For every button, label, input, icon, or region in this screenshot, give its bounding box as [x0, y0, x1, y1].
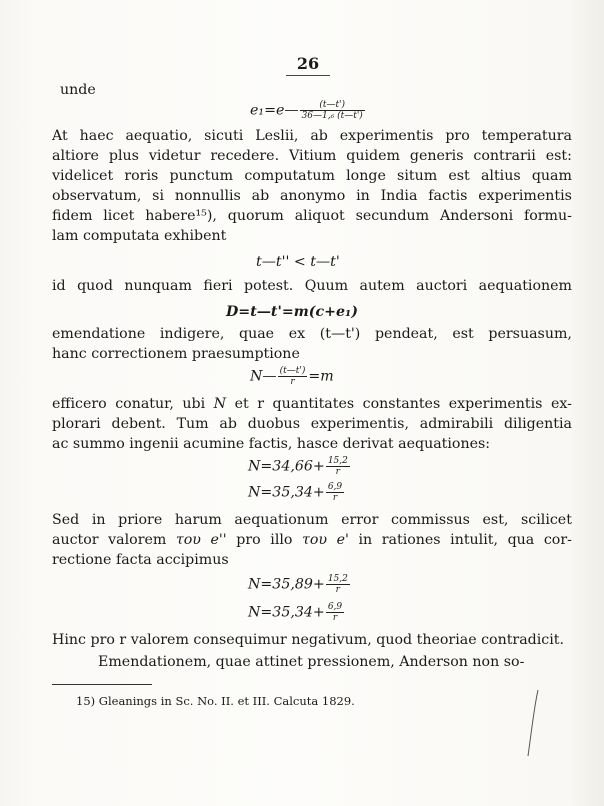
pencil-mark-icon: [522, 688, 542, 758]
word: quorum: [227, 208, 284, 224]
text-line: [52, 276, 572, 296]
fraction-numerator: 15,2: [327, 456, 348, 466]
word: est,: [482, 512, 509, 528]
word: recedere.: [210, 148, 280, 164]
fraction-numerator: (t—t'): [279, 366, 306, 376]
word: error: [341, 512, 379, 528]
word: aequationum: [234, 512, 329, 528]
word: est: [452, 326, 474, 342]
word: illo: [270, 532, 293, 548]
word: generis: [409, 148, 464, 164]
word: scilicet: [521, 512, 572, 528]
word: plorari: [52, 416, 101, 432]
fraction-denominator: r: [332, 613, 338, 623]
word: est:: [545, 148, 572, 164]
word: secundum: [355, 208, 430, 224]
word: r: [257, 396, 265, 412]
word: Quum: [304, 278, 349, 294]
fraction-numerator: 6,9: [327, 602, 343, 612]
fraction: [326, 482, 344, 503]
word: N: [213, 396, 227, 412]
equation: D=t—t'=m(c+e₁): [226, 304, 358, 320]
word: harum: [174, 512, 222, 528]
fraction-denominator: r: [335, 585, 340, 595]
equation: [248, 602, 345, 623]
word: ab: [310, 128, 328, 144]
word: sicuti: [204, 128, 244, 144]
equation-lhs: N=34,66+: [248, 458, 325, 475]
fraction: [326, 456, 350, 477]
word: experimentis: [339, 128, 434, 144]
word: nunquam: [124, 278, 192, 294]
word: roris: [124, 168, 159, 184]
text-line: hanc correctionem praesumptione: [52, 346, 300, 362]
text-line: [52, 206, 572, 226]
word: plus: [108, 148, 139, 164]
word: aequationem: [478, 278, 572, 294]
word: altiore: [52, 148, 99, 164]
fraction: [326, 574, 350, 595]
word: του: [302, 532, 328, 548]
equation-lhs: N=35,34+: [248, 484, 325, 501]
word: fidem: [52, 208, 93, 224]
word: Leslii,: [255, 128, 299, 144]
word: ex-: [550, 396, 572, 412]
equation-lhs: N=35,89+: [248, 576, 325, 593]
text-line: [52, 186, 572, 206]
equation-lhs: e₁=e—: [250, 102, 299, 119]
text-line: lam computata exhibent: [52, 228, 227, 244]
word: ab: [251, 188, 270, 204]
text-line: [52, 146, 572, 166]
word: est: [448, 168, 470, 184]
word: aliquot: [294, 208, 345, 224]
text-line: Hinc pro r valorem consequimur negativum, quod theoriae contradicit.: [52, 632, 564, 648]
word: computatum: [244, 168, 335, 184]
equation: [248, 574, 351, 595]
word: quam: [531, 168, 572, 184]
word: pendeat,: [374, 326, 438, 342]
word: habere¹⁵),: [145, 208, 217, 224]
equation: [250, 366, 334, 387]
word: potest.: [244, 278, 294, 294]
word: quod: [77, 278, 113, 294]
word: pro: [236, 532, 261, 548]
word: punctum: [169, 168, 234, 184]
word: debent.: [111, 416, 166, 432]
word: valorem: [108, 532, 167, 548]
text-line: [52, 394, 572, 414]
equation: [250, 100, 366, 121]
word: aequatio,: [125, 128, 193, 144]
footnote: 15) Gleanings in Sc. No. II. et III. Calcuta 1829.: [76, 694, 355, 708]
word: altius: [480, 168, 521, 184]
word: experimentis: [448, 396, 543, 412]
word: in: [91, 512, 106, 528]
word: cor-: [543, 532, 572, 548]
word: autem: [359, 278, 405, 294]
word: India: [380, 188, 418, 204]
word: videtur: [148, 148, 201, 164]
word: factis: [428, 188, 468, 204]
word: e': [336, 532, 349, 548]
word: haec: [79, 128, 114, 144]
equation-lhs: N=35,34+: [248, 604, 325, 621]
fraction-numerator: 6,9: [327, 482, 343, 492]
word: contrarii: [473, 148, 536, 164]
text-line: [52, 166, 572, 186]
text-line: [52, 530, 572, 550]
word: intulit,: [450, 532, 498, 548]
fraction: [300, 100, 365, 121]
word: ex: [288, 326, 306, 342]
word: Andersoni: [439, 208, 514, 224]
text-line: ac summo ingenii acumine factis, hasce derivat aequationes:: [52, 436, 491, 452]
word: commissus: [390, 512, 470, 528]
fraction-denominator: r: [332, 493, 338, 503]
word: experimentis,: [310, 416, 409, 432]
text-line: [52, 126, 572, 146]
word: pro: [445, 128, 470, 144]
word: formu-: [523, 208, 572, 224]
word: et: [234, 396, 249, 412]
word: indigere,: [159, 326, 225, 342]
text-line: [52, 324, 572, 344]
text-line: unde: [60, 82, 96, 98]
word: experimentis: [478, 188, 572, 204]
word: At: [52, 128, 68, 144]
word: persuasum,: [488, 326, 572, 342]
word: Vitium: [288, 148, 337, 164]
word: priore: [118, 512, 163, 528]
word: ubi: [182, 396, 206, 412]
word: (t—t'): [319, 326, 361, 342]
fraction-numerator: 15,2: [327, 574, 348, 584]
word: nonnullis: [174, 188, 241, 204]
word: temperatura: [481, 128, 572, 144]
word: qua: [507, 532, 535, 548]
equation: [248, 482, 345, 503]
fraction: [326, 602, 344, 623]
equation-rhs: =m: [308, 368, 334, 385]
word: emendatione: [52, 326, 146, 342]
word: si: [152, 188, 164, 204]
word: licet: [103, 208, 135, 224]
word: diligentia: [503, 416, 572, 432]
text-line: [52, 414, 572, 434]
word: Tum: [176, 416, 209, 432]
word: constantes: [362, 396, 441, 412]
word: in: [356, 188, 370, 204]
equation-lhs: N—: [250, 368, 277, 385]
word: του: [175, 532, 201, 548]
fraction-denominator: 36—1,₆ (t—t'): [301, 111, 363, 121]
equation: t—t'' < t—t': [256, 254, 340, 270]
word: fieri: [203, 278, 233, 294]
fraction: [278, 366, 308, 387]
word: quantitates: [272, 396, 355, 412]
word: anonymo: [279, 188, 346, 204]
word: efficero: [52, 396, 107, 412]
word: e'': [210, 532, 227, 548]
word: Sed: [52, 512, 80, 528]
word: conatur,: [115, 396, 174, 412]
word: quae: [239, 326, 275, 342]
page-number: 26: [286, 54, 330, 76]
footnote-rule: [52, 684, 152, 685]
text-line: Emendationem, quae attinet pressionem, Anderson non so-: [98, 654, 525, 670]
word: admirabili: [419, 416, 494, 432]
word: situm: [397, 168, 438, 184]
word: videlicet: [52, 168, 114, 184]
word: rationes: [381, 532, 441, 548]
fraction-numerator: (t—t'): [300, 100, 365, 111]
word: observatum,: [52, 188, 142, 204]
word: duobus: [247, 416, 300, 432]
equation: [248, 456, 351, 477]
text-line: [52, 510, 572, 530]
word: ab: [219, 416, 237, 432]
fraction-denominator: r: [335, 467, 340, 477]
fraction-denominator: r: [290, 377, 295, 387]
word: quidem: [346, 148, 400, 164]
word: auctor: [52, 532, 99, 548]
word: auctori: [416, 278, 468, 294]
text-line: rectione facta accipimus: [52, 552, 229, 568]
word: id: [52, 278, 66, 294]
word: longe: [346, 168, 386, 184]
word: in: [358, 532, 373, 548]
